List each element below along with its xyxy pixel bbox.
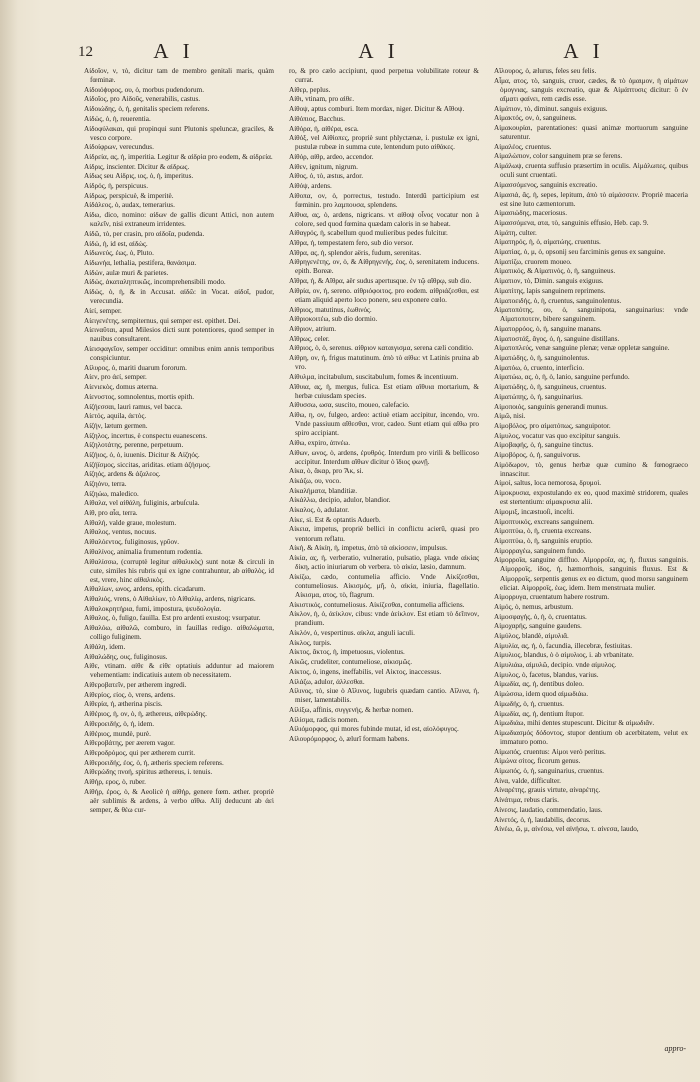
dictionary-entry: Αἱμασιώδης, maceriosus.	[494, 209, 567, 218]
dictionary-entry: Αἱμορροΐα, sanguine diffluo. Αἱμορροΐα, ας, ἡ, fluxus sanguinis. Αἱμορροΐς, ἰδος, ἡ, hæmorrhois, sanguinis fluxus. Est & Αἱμορροΐς, serpentis genus ex eo dictum, quod morsu sanguinem eliciat. Αἱμορροΐς, ἐως, idem. Item menstruata mulier.	[494, 556, 688, 592]
dictionary-entry: Αἰθριον, atrium.	[289, 325, 337, 333]
dictionary-entry: Αἱμυλιάω, αἰμυλῶ, decipio. vnde αἰμυλος.	[494, 661, 617, 670]
dictionary-entry: Αἰζήν, lætum germen.	[84, 421, 148, 430]
dictionary-entry: Αἰθόρ, αἰθρ, ardeo, accendor.	[289, 153, 374, 161]
dictionary-entry: Αἱματίτης, lapis sanguinem reprimens.	[494, 286, 606, 295]
dictionary-entry: Αἰκία, ας, ἡ, verberatio, vulneratio, pulsatio, plaga. vnde αἰκίας δίκη, actio iniuriarum ob verbera. τὸ αἰκία, læsio, damnum.	[289, 553, 479, 572]
dictionary-entry: Αἰκλον, ἡ, ὁ, ἀείκλον, cibus: vnde ἀείκλον. Est etiam τὸ δεῖπνον, prandium.	[289, 610, 479, 628]
dictionary-entry: Αἰθεροβατεῖν, per ætherem ingredi.	[84, 681, 187, 690]
dictionary-entry: Αἰθεν, ignitum, nigrum.	[289, 162, 358, 171]
dictionary-entry: Αἰθαλιός, vrens, ὁ Αἰθαλίων, τὸ Αἰθαλίῳ, ardens, nigricans.	[84, 595, 256, 604]
dictionary-entry: Αἰδώς, ὁ, ἡ, reuerentia.	[84, 114, 151, 123]
dictionary-entry: Αἰκάζω, ου, voco.	[289, 477, 342, 486]
dictionary-entry: Αἴθρα, ας, ἡ, splendor aëris, fudum, serenitas.	[289, 248, 422, 257]
dictionary-entry: Αἱμωδία, ας, ἡ, dentium ſtupor.	[494, 709, 584, 718]
dictionary-entry: Αἰθαλόω, αἰθαλῶ, comburo, in fauillas redigo. αἰθαλώματα, colligo fuliginem.	[84, 624, 274, 642]
dictionary-entry: Αἰθεροβάτης, per æerem vagor.	[84, 739, 175, 748]
dictionary-entry: Αἱμυλος, ὁ, facetus, blandus, varius.	[494, 670, 599, 679]
dictionary-entry: Αἱμοβόρος, ὁ, ἡ, sanguivorus.	[494, 450, 581, 459]
dictionary-entry: Αἱμός, ὁ, nemus, arbustum.	[494, 602, 574, 611]
dictionary-entry: Αἰθήρ, ἐρος, ὁ, & Aeolicè ἡ αἰθήρ, genere fœm. æther. propriè aër sublimis & ardens, à verbo αἴθω. Alij deducunt ab ἀεὶ semper, & θέω cur-	[84, 787, 274, 814]
dictionary-entry: Αἱμακουρίαι, parentationes: quasi animæ mortuorum sanguine saturentur.	[494, 123, 688, 142]
dictionary-entry: Αἰεί, semper.	[84, 306, 122, 315]
dictionary-entry: Αἰθερίος, εἰος, ὁ, vrens, ardens.	[84, 690, 176, 699]
dictionary-entry: Αἰθέριος, mundè, purè.	[84, 729, 151, 738]
dictionary-entry: Αἰθεροειδής, ἐος, ὁ, ἡ, ætheris speciem referens.	[84, 758, 224, 767]
dictionary-entry: Αἰθαλώδης, ους, fuliginosus.	[84, 652, 168, 661]
dictionary-entry: Αἰκιστικός, contumeliosus. Αἰκίζεσθαι, contumelia afficiens.	[289, 600, 465, 609]
dictionary-entry: Αἱμάτιον, τὸ, diminut. sanguis exiguus.	[494, 104, 608, 113]
dictionary-entry: Αἱματώδης, ὁ, ἡ, sanguineus, cruentus.	[494, 383, 607, 392]
dictionary-entry: Αἰετός, aquila, ἀετὸς.	[84, 412, 147, 421]
dictionary-entry: Αἱμοπτύω, ὁ, ἡ, sanguinis eruptio.	[494, 536, 593, 545]
dictionary-entry: Αἰδώ, ἡ, id est, αἰδώς.	[84, 239, 148, 248]
dictionary-entry: Αἰκαλος, ὁ, adulator.	[289, 506, 350, 515]
dictionary-entry: Αἱμοσφαγής, ὁ, ἡ, ὁ, cruentatus.	[494, 612, 587, 621]
dictionary-entry: Αἱματορρόος, ὁ, ἡ, sanguine manans.	[494, 325, 602, 333]
dictionary-entry: Αἱματοστάξ, ἄγος, ὁ, ἡ, sanguine distillans.	[494, 334, 620, 343]
dictionary-entry: Αἰδοῖον, ν, τὸ, dicitur tam de membro genitali maris, quàm fœminæ.	[84, 67, 274, 85]
dictionary-entry: Αἰκα, ὁ, ἄκαρ, pro Ἄκ, si.	[289, 467, 364, 476]
dictionary-entry: Αἰδοφύλακαι, qui propinqui sunt Plutonis speluncæ, graciles, & vesco corpore.	[84, 124, 274, 142]
dictionary-entry: Αἱματοειδής, ὁ, ἡ, cruentus, sanguinolentus.	[494, 296, 622, 305]
dictionary-entry: Αἰθόπιος, Bacchus.	[289, 114, 345, 123]
dictionary-column-3	[494, 67, 688, 1052]
dictionary-entry: Αἱμασσόμενα, ατα, τὸ, sanguinis effusio, Heb. cap. 9.	[494, 219, 649, 228]
dictionary-entry: Αἰθρηγενέτης, ον, ὁ, & Αἰθρηγενής, ἐος, ὁ, serenitatem inducens. epith. Boreæ.	[289, 258, 479, 276]
dictionary-entry: Αἰκε, si. Est & optantis Aduerb.	[289, 515, 381, 524]
dictionary-entry: Αἴθρως, celer.	[289, 334, 330, 343]
dictionary-entry: Αἰθαλος, ventus, nocuus.	[84, 528, 157, 537]
dictionary-entry: Αἰνεσις, laudatio, commendatio, laus.	[494, 805, 603, 814]
dictionary-entry: Αἰλουρόμορφος, ὁ, ælurī formam habens.	[289, 735, 410, 744]
catchword: appro-	[664, 1044, 686, 1053]
dictionary-entry: Αἰδοιόϕυρος, ου, ὁ, morbus pudendorum.	[84, 85, 205, 94]
dictionary-entry: Αἰνέω, ῶ, μ, αἰνέσω, vel αἰνήσω, τ. αἰνεσα, laudo,	[494, 825, 639, 834]
dictionary-entry: Αἰθε, vtinam. αἰθε & εἰθε optatiuis adduntur ad maiorem vehementiam: indicatiuis autem ob necessitatem.	[84, 662, 274, 680]
dictionary-entry: Αἰκλος, turpis.	[289, 638, 332, 647]
dictionary-entry: Αἰζηλοτάτης, perenne, perpetuum.	[84, 441, 184, 450]
dictionary-entry: Αἰεισφαγεῖον, semper occiditur: omnibus enim annis temporibus conspiciuntur.	[84, 344, 274, 363]
dictionary-entry: Αἱμωδής, ὁ, ἡ, cruentus.	[494, 699, 564, 708]
dictionary-entry: Αἱμώνα σίτος, ficorum genus.	[494, 757, 581, 766]
dictionary-entry: Αἰδώς, ὁ, ἡ, & in Accusat. αἰδῶ: in Vocat. αἰδοῖ, pudor, verecundia.	[84, 288, 274, 306]
dictionary-entry: Αἱμοβαφής, ὁ, ἡ, sanguine tinctus.	[494, 441, 594, 450]
dictionary-entry: Αἱμόδωρον, τὸ, genus herbæ quæ cumino & fœnograeco innascitur.	[494, 460, 688, 478]
dictionary-entry: Αἰθαλόεντος, fuliginosus, γρῦον.	[84, 538, 180, 547]
dictionary-entry: Αἰθυσσω, ωσα, suscito, moueo, calefacio.	[289, 401, 410, 410]
dictionary-entry: Αἰθρη, ον, ἡ, frigus matutinum. ἀπὸ τὸ αἰθω: vt Latinis pruina ab vro.	[289, 354, 479, 372]
dictionary-entry: Αἰθάλη, idem.	[84, 642, 126, 651]
dictionary-entry: Αἰθριος, ὁ, ὁ, serenus. αἰθριον καταιγισμα, serena cæli conditio.	[289, 344, 474, 353]
dictionary-entry: Αἰδρις, inscienter. Dicitur & αἰδρως.	[84, 162, 190, 171]
dictionary-entry: Αἰθερία, ἡ, ætherina piscis.	[84, 700, 163, 709]
dictionary-entry: Αἰζηώω, maledico.	[84, 489, 139, 498]
dictionary-entry: Αἱματώπης, ὁ, ἡ, sanguinarius.	[494, 392, 583, 401]
dictionary-entry: Αἱματηρός, ἡ, ὁ, αἱματώης, cruentus.	[494, 238, 601, 247]
dictionary-entry: Αἱμωδιάω, mihi dentes stupescunt. Dicitur & αἰμωδιᾶν.	[494, 719, 655, 728]
dictionary-entry: Αἰκίζω, cædo, contumelia afficio. Vnde Aἰκίζεσθαι, contumeliosus. Αἰκισμός, μῆ, ὁ, αἰκία, iniuria, flagellatio. Αἰκισμα, ατος, τὸ, flagrum.	[289, 572, 479, 599]
dictionary-entry: Αἱμωπός, cruentus: Αἱμοι verò peritus.	[494, 747, 606, 756]
dictionary-entry: Αἰζήϊσμος, siccitas, ariditas. etiam ἀζήσμος.	[84, 460, 211, 469]
dictionary-entry: Αἰθαλή, valde graue, molestum.	[84, 518, 177, 527]
dictionary-entry: Αἱμαλέος, cruentus.	[494, 142, 552, 151]
dictionary-entry: Αἰειναῦται, apud Milesios dicti sunt potentiores, quod semper in nauibus consultarent.	[84, 326, 274, 344]
dictionary-entry: Αἰθω, η, ον, fulgeo, ardeo: actiuè etiam accipitur, incendo, vro. Vnde passiuum αἴθεσθαι, vror, cadeo. Sunt etiam qui αἴθω pro spiro accipiant.	[289, 411, 479, 438]
dictionary-entry: Αἰδως seu Αἰδρις, ιος, ὁ, ἡ, imperitus.	[84, 172, 194, 181]
dictionary-entry: Αἰθαγρός, ἡ, scabellum quod mulieribus pedes fulcitur.	[289, 229, 448, 238]
dictionary-entry: Αἰλίσμα, radicis nomen.	[289, 715, 359, 724]
dictionary-entry: Αἱματοπότης, ου, ὁ, sanguinipota, sanguinarius: vnde Αἱματοποτειν, bibere sanguinem.	[494, 306, 688, 324]
dictionary-entry: Αἱμορραγέω, sanguinem fundo.	[494, 546, 586, 555]
dictionary-entry: Αἷμα, ατος, τὸ, sanguis, cruor, cædes, & τὸ ὁμαιμον, ἡ αἰμάτων ὁμογνιας, sanguis excreatio, quæ & Αἱμάπτυσις dicitur: ὅ ἐν αἵματι φαίνει, rem cædis esse.	[494, 76, 688, 103]
dictionary-entry: Αἱμώσσω, idem quod αἰμωδιάω.	[494, 690, 589, 699]
dictionary-entry: Αἱμοκρυσια, expostulando ex eo, quod maximè stridorem, quales est stertentium: αἰμακρυσια alii.	[494, 489, 688, 507]
dictionary-entry: Αἰλιόμορφος, qui mores fubinde mutat, id est, αἰολόφυγος.	[289, 725, 459, 734]
dictionary-entry: Αἰδρως, perspicuè, & imperitè.	[84, 191, 174, 200]
binding-shadow	[0, 0, 18, 1082]
running-head-col2: A I	[358, 39, 400, 63]
dictionary-entry: Αἰζηός, ardens & ἀζαλεος.	[84, 470, 161, 479]
dictionary-entry: Αἰενιεκὸς, domus æterna.	[84, 383, 158, 392]
dictionary-entry: Αἱματώδης, ὁ, ἡ, sanguinolentus.	[494, 354, 590, 363]
dictionary-entry: Αἰκτος, ὁ, ingens, ineffabilis, vel Αἰκτος, inaccessus.	[289, 667, 442, 676]
dictionary-entry: Αἱμαλώπιον, color sanguinem præ se ferens.	[494, 152, 623, 161]
dictionary-entry: Αἰδωνεύς, ἐως, ὁ, Pluto.	[84, 249, 154, 258]
dictionary-entry: Αἰθερ, peplus.	[289, 85, 331, 94]
dictionary-entry: Αἰδωνήα, lethalia, pestifera, θανάσιμα.	[84, 258, 197, 267]
dictionary-entry: Αἱμάλωψ, cruenta suffusio præsertim in oculis. Αἱμάλωπες, quibus oculi sunt cruentati.	[494, 162, 688, 180]
dictionary-entry: Αἰλινος, τὸ, siue ὁ Αἴλινος, lugubris quædam cantio. Αἴλινα, ἡ, miser, lamentabilis.	[289, 687, 479, 705]
dictionary-entry: Αἰθαλα, vel αἰθάλη, fuliginis, arbuſcula.	[84, 499, 200, 508]
dictionary-entry: Αἱματίζω, cruorem moueo.	[494, 257, 572, 266]
dictionary-entry: ro, & pro cælo accipiunt, quod perpetua volubilitate roteur & currat.	[289, 67, 479, 85]
dictionary-entry: Αἰκτος, ἄκτος, ἡ, impetuosus, violentus.	[289, 648, 405, 657]
dictionary-entry: Αἱματοπλεύς, venæ sanguine plenæ; venæ oppletæ sanguine.	[494, 344, 670, 353]
dictionary-entry: Αἰμοί, saltus, loca nemorosa, δρυμοὶ.	[494, 479, 602, 488]
dictionary-entry: Αἰδάλεος, ὁ, audax, temerarius.	[84, 201, 175, 210]
dictionary-entry: Αἱματικός, & Αἱματινός, ὁ, ἡ, sanguineus.	[494, 267, 616, 276]
dictionary-entry: Αἰθεροειδής, ὁ, ἡ, idem.	[84, 719, 155, 728]
dictionary-entry: Αἰκὴ, & Αἰκίη, ἡ, impetus, ἀπὸ τὰ αἰκίσσειν, impulsus.	[289, 544, 448, 553]
dictionary-entry: Αἰδοίφρων, verecundus.	[84, 143, 154, 152]
dictionary-column-2	[289, 67, 479, 1052]
dictionary-entry: Αἱμοπτυικός, excreans sanguinem.	[494, 517, 594, 526]
dictionary-entry: Αἰθυα, ας, ὁ, ardens, nigricans. vt αἰθοψ οἶνος vocatur non à colore, sed quod fœmina quædam caloris in se habeat.	[289, 210, 479, 228]
dictionary-entry: Αἰθος, ὁ, τὸ, æstus, ardor.	[289, 172, 364, 181]
dictionary-entry: Αἴλουρος, ὁ, ælurus, feles seu felis.	[494, 67, 597, 75]
dictionary-entry: Αἰδρός, ἡ, perspicuus.	[84, 182, 149, 191]
dictionary-entry: Αἱμυλία, ας, ἡ, ὁ, facundia, illecebræ, festiuitas.	[494, 641, 633, 650]
dictionary-entry: Αἰζήεσσαι, lauri ramus, vel bacca.	[84, 402, 183, 411]
dictionary-entry: Αἰθαλοκρητήρια, fumi, impostura, ψευδολογία.	[84, 604, 222, 613]
dictionary-entry: Αἰθόρα, ἡ, αἰθέρα, esca.	[289, 124, 359, 133]
dictionary-entry: Αἰθεροδρόμος, qui per ætherem currit.	[84, 748, 196, 757]
dictionary-entry: Αἰθοψ, aptus comburi. Item mordax, niger. Dicitur & Αἴθοψ.	[289, 105, 465, 114]
dictionary-entry: Αἱμοποιός, sanguinis generandi munus.	[494, 402, 608, 411]
dictionary-entry: Αἰθοπα, ον, ὁ, porrectus, testudo. Interdū participium est fœminin. pro λαμπουσα, splendens.	[289, 191, 479, 209]
dictionary-entry: Αἰειγενέτης, sempiternus, qui semper est. epithet. Dei.	[84, 316, 241, 325]
dictionary-entry: Αἰδοῖος, pro Αἰδοῦς, venerabilis, castus.	[84, 95, 201, 104]
dictionary-entry: Αἱματιον, τὸ, Dimin. sanguis exiguus.	[494, 277, 604, 286]
dictionary-entry: Αἱμύλος, blandè, αἱμυλιᾶ.	[494, 632, 569, 641]
dictionary-entry: Αἰκλόν, ὁ, vespertinus. αἰκλα, anguli iaculi.	[289, 629, 415, 638]
dictionary-entry: Αἰθαλίνος, animalia frumentum rodentia.	[84, 547, 203, 556]
dictionary-entry: Αἱμορρυγα, cruentatum habere rostrum.	[494, 593, 610, 602]
dictionary-entry: Αἴθρα, ἡ, tempestatem fero, sub dio versor.	[289, 239, 414, 247]
dictionary-entry: Αἰθέριος, ἡ, ον, ὁ, ἡ, æthereus, αἰθερώδης.	[84, 710, 207, 719]
dictionary-entry: Αἱμυλος, vocatur vas quo excipitur sanguis.	[494, 431, 621, 440]
dictionary-entry: Αἰθόψ, ardens.	[289, 182, 332, 191]
dictionary-entry: Αἱματόω, ὁ, cruento, interficio.	[494, 363, 585, 372]
dictionary-entry: Αἰναρέτης, grauis virtute, αἰναρέτης.	[494, 786, 601, 795]
dictionary-entry: Αἱμυλιος, blandus, ὁ ὁ αἱμυλιος, i. ab vrbanitate.	[494, 651, 634, 660]
dictionary-entry: Αἱματίας, ὁ, μ, ὁ, opsonij seu farciminis genus ex sanguine.	[494, 248, 666, 257]
dictionary-entry: Αἰθερώδης πνοή, spiritus æthereus, i. tenuis.	[84, 768, 213, 777]
dictionary-entry: Αἱμωδία, ας, ἡ, dentibus doleo.	[494, 680, 584, 689]
dictionary-entry: Αἱμακτός, ον, ὁ, sanguineus.	[494, 114, 577, 123]
dictionary-entry: Αἰθόξ, vel Αἰθίοπες, propriè sunt phlyctænæ, i. pustulæ ex igni, pustulæ rubeæ in summa cute, lentendum puto αἰθάκες.	[289, 134, 479, 152]
dictionary-entry: Αἰθριοκοιτέω, sub dio dormio.	[289, 315, 378, 324]
dictionary-entry: Αἰθω, expiro, ἀπνέω.	[289, 438, 351, 447]
dictionary-entry: Αἰλίξω, affinis, συγγενής, & herbæ nomen.	[289, 705, 414, 714]
dictionary-entry: Αἴθρα, ἡ, & Αἴθρα, aër sudus apertusque. ἐν τῷ αἴθρῳ, sub dio.	[289, 277, 472, 286]
dictionary-entry: Αἰθήρ, ερος, ὁ, ruber.	[84, 777, 146, 786]
dictionary-entry: Αἱμοπτύω, ὁ, ἡ, cruenta excreans.	[494, 527, 592, 536]
dictionary-entry: Αἰθυλμα, incitabulum, suscitabulum, fomes & incentiuum.	[289, 372, 459, 381]
dictionary-entry: Αἰθι, vtinam, pro αἰθε.	[289, 95, 354, 104]
dictionary-entry: Αἱμῶ, nisi.	[494, 412, 526, 421]
dictionary-entry: Αἱμοβόλος, pro αἱματόπως, sanguipotor.	[494, 421, 611, 430]
dictionary-entry: Αἱμάτη, culter.	[494, 228, 537, 237]
dictionary-entry: Αἰθριος, matutinus, ἑωθινός.	[289, 305, 372, 314]
dictionary-entry: Αἱμασσόμενος, sanguinis excreatio.	[494, 180, 598, 189]
dictionary-column-1	[84, 67, 274, 1052]
dictionary-entry: Αἱμωπός, ὁ, ἡ, sanguinarius, cruentus.	[494, 767, 604, 776]
dictionary-entry: Αἰδοιώδης, ὁ, ἡ, genitalis speciem referens.	[84, 105, 210, 114]
dictionary-entry: Αἰδω, dico, nomino: αἰδων de gallis dicunt Attici, non autem καλεῖν, nisi extraneum irridentes.	[84, 211, 274, 229]
dictionary-entry: Αἱμασιά, ᾶς, ἡ, sepes, lepitum, ἀπὸ τὸ αἱμάσσειν. Propriè maceria est sine luto cæmentorum.	[494, 190, 688, 208]
dictionary-entry: Αἰθαλίσσω, (corruptè legitur αἰθαλικὸς) sunt notæ & circuli in cute, similes his rubris qui ex igne contrahuntur, ab αἰθαλὸς, id est, vrere, hinc αἰθαλικὸς.	[84, 557, 274, 584]
dictionary-entry: Αἰλυρος, ὁ, mariti duarum fororum.	[84, 363, 187, 372]
dictionary-entry: Αἰλάζω, adulor, ἀλλεσθαι.	[289, 677, 365, 686]
dictionary-entry: Αἰεν, pro ἀεί, semper.	[84, 373, 147, 382]
dictionary-entry: Αἰθρία, ον, ἡ, sereno. αἰθριόφοιτος, pro eodem. αἰθριάζεσθαι, est etiam aliquid aperto loco ponere, seu exponere cœlo.	[289, 286, 479, 304]
running-head-col1: A I	[153, 39, 195, 63]
dictionary-entry: Αἰθων, ωνος, ὁ, ardens, ἐρυθρός. Interdum pro virili & bellicoso accipitur. Interdum αἴθων dicitur ὁ ἴδιος φωνῇ.	[289, 448, 479, 466]
page-number: 12	[78, 44, 93, 60]
dictionary-entry: Αἰκαλήματα, blanditiæ.	[289, 486, 358, 495]
dictionary-entry: Αἰνετός, ὁ, ἡ, laudabilis, decorus.	[494, 815, 591, 824]
dictionary-entry: Αἰκεια, impetus, propriè bellici in conflictu acierū, quasi pro ventorum reflatu.	[289, 525, 479, 543]
dictionary-entry: Αἱμοχαρής, sanguine gaudens.	[494, 622, 582, 631]
dictionary-entry: Αἰδών, aulæ muri & parietes.	[84, 268, 169, 277]
dictionary-entry: Αἱμομιξ, incæstuoſi, inceſti.	[494, 507, 575, 516]
dictionary-entry: Αἰδώς, ἀκαταληπτικῶς, incomprehensibili modo.	[84, 278, 226, 287]
dictionary-entry: Αἰθ, pro αἶα, terra.	[84, 509, 138, 518]
dictionary-entry: Αἰκάλλω, decipio, adulor, blandior.	[289, 496, 391, 505]
dictionary-entry: Αἰνάτιμα, rebus claris.	[494, 796, 559, 805]
running-head-col3: A I	[563, 39, 605, 63]
dictionary-entry: Αἱμωδιασμός δόδοντος, stupor dentium ob acerbitatem, velut ex immaturo pomo.	[494, 728, 688, 746]
dictionary-entry: Αἰενυστος, somnolentus, mortis epith.	[84, 392, 195, 401]
dictionary-entry: Αἰζήιος, ὁ, ὁ, iuuenis. Dicitur & Αἰζηός.	[84, 450, 200, 459]
dictionary-entry: Αἰδρεία, ας, ἡ, imperitia. Legitur & αἰδρία pro eodem, & αἰδρεία.	[84, 153, 273, 161]
dictionary-entry: Αἱματώω, ας, ὁ, ἡ, ὁ, lanio, sanguine perfundo.	[494, 373, 630, 382]
dictionary-entry: Αἰνα, valde, difficulter.	[494, 776, 561, 785]
dictionary-entry: Αἰζηλος, incertus, è conspectu euanescens.	[84, 431, 208, 440]
dictionary-entry: Αἰδῶ, τὸ, per crasin, pro αἰδοῖα, pudenda.	[84, 229, 205, 238]
dictionary-entry: Αἰθαλος, ὁ, fuligo, fauilla. Est pro ardenti exustoq; vsurpatur.	[84, 614, 261, 623]
dictionary-entry: Αἰθαλίων, ωνος, ardens, epith. cicadarum.	[84, 585, 206, 594]
dictionary-entry: Αἰκῶς, crudeliter, contumeliose, αἰκισμῶς.	[289, 658, 413, 667]
dictionary-entry: Αἰζηόνυ, terra.	[84, 480, 127, 488]
dictionary-entry: Αἴθυια, ας, ἡ, mergus, fulica. Est etiam αἴθυια mortarium, & herbæ cuiusdam species.	[289, 382, 479, 400]
